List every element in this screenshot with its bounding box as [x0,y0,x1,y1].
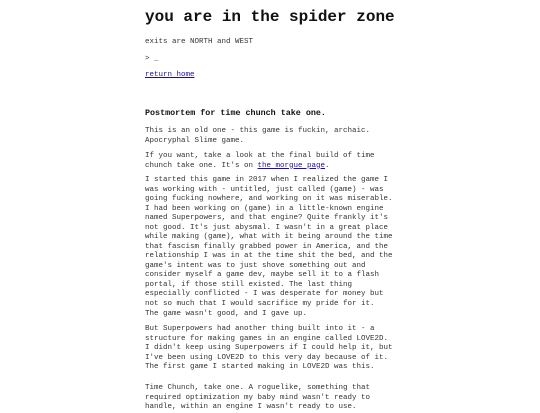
post-paragraph-2 [145,152,395,171]
morgue-page-link[interactable]: the morgue page [257,161,326,170]
command-prompt[interactable]: > _ [145,55,159,63]
post-paragraph-3: I started this game in 2017 when I realized the game I was working with - untitled, just called (game) - was going fucking nowhere, and working on it was miserable. I had been working on (game) in a little-known engine named Superpowers, and that engine? Quite frankly it's not good. It's just abysmal. I wasn't in a great place while making (game), what with it being around the time that fascism finally grabbed power in America, and the relationship I was in at the time shit the bed, and the game's intent was to just shove something out and consider myself a game dev, maybe sell it to a flash portal, if those still existed. The last thing especially conflicted - I was desperate for money but not so much that I would sacrifice my pride for it. [145,176,393,308]
exits-text: exits are NORTH and WEST [145,38,254,46]
post-paragraph-5: But Superpowers had another thing built into it - a structure for making games in an engine called LOVE2D. I didn't keep using Superpowers if I could help it, but I've been using LOVE2D to this very day because of it. The first game I started making in LOVE2D was this. [145,325,393,371]
zone-title: you are in the spider zone [145,8,395,26]
post-paragraph-1: This is an old one - this game is fuckin, archaic. Apocryphal Slime game. [145,127,371,145]
post-paragraph-4: The game wasn't good, and I gave up. [145,310,308,318]
return-home-link[interactable]: return home [145,71,195,79]
post-title: Postmortem for time chunch take one. [145,108,326,118]
post-paragraph-2-end: . [325,161,330,170]
post-paragraph-2-text: If you want, take a look at the final build of time chunch take one. It's on [145,152,375,170]
post-paragraph-6: Time Chunch, take one. A roguelike, something that required optimization my baby mind wasn't ready to handle, within an engine I wasn't ready to use. [145,384,371,411]
